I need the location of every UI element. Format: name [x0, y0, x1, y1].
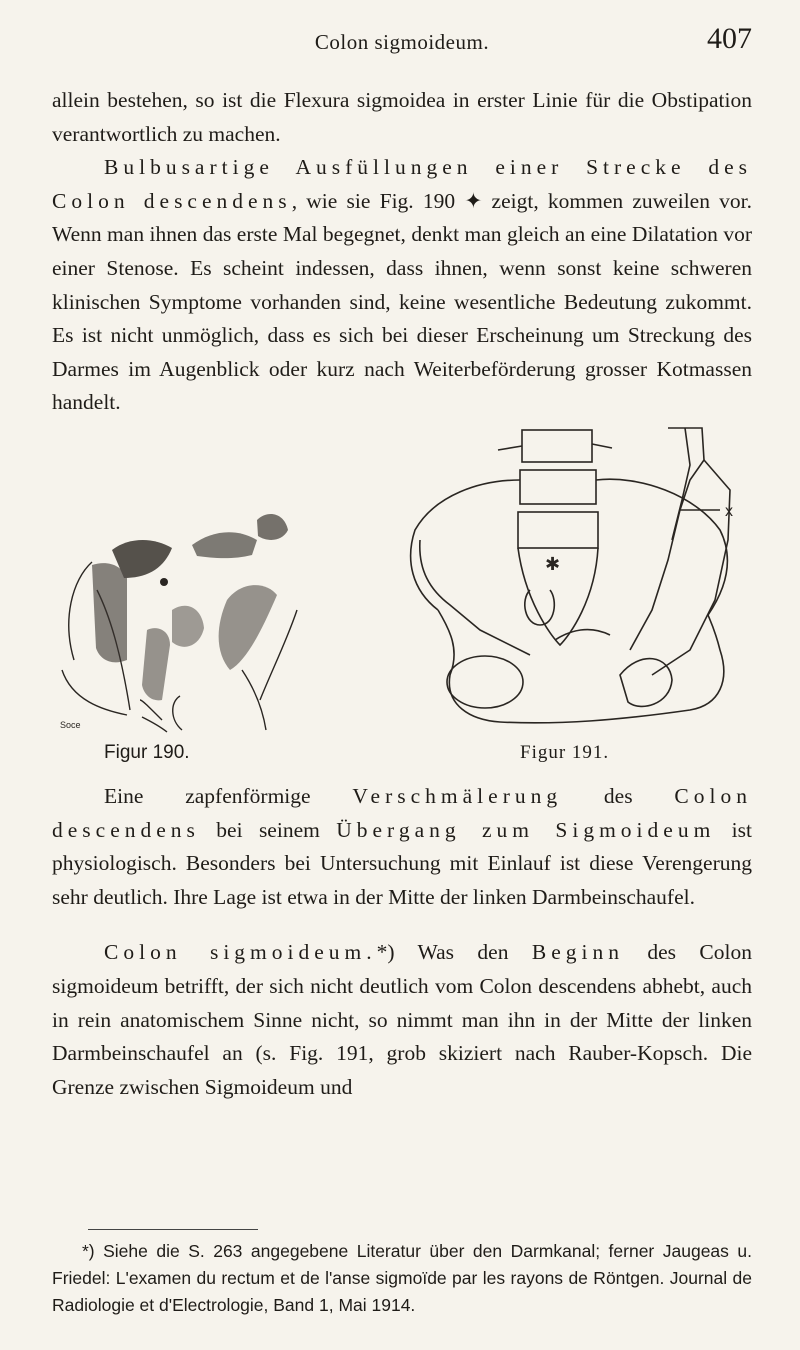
footnote-text: *) Siehe die S. 263 angegebene Literatur über den Darmkanal; ferner Jaugeas u. Friedel: L'examen du rectum et de l'anse sigmoïde par les rayons de Röntgen. Journal de Radiologie et d'Electrologie, Band 1, Mai 1914.	[52, 1241, 752, 1315]
spaced-beginn: Beginn	[531, 940, 624, 965]
figure-191-caption: Figur 191.	[520, 742, 610, 763]
paragraph-2-text: , wie sie Fig. 190 ✦ zeigt, kommen zuweilen vor. Wenn man ihnen das erste Mal begegnet, denkt man gleich an eine Dilatation vor einer Stenose. Es scheint indessen, dass ihnen, wenn sonst keine schweren klinischen Symptome vorhanden sind, keine wesentliche Bedeutung zukommt. Es ist nicht unmöglich, dass es sich bei dieser Erscheinung um Streckung des Darmes im Augenblick oder kurz nach Weiterbeförderung grosser Kotmassen handelt.	[52, 188, 753, 415]
footnote-rule	[88, 1229, 258, 1230]
running-header	[52, 20, 752, 66]
paragraph-3-part-c: des	[562, 784, 675, 808]
paragraph-3-part-e: bei seinem	[199, 817, 337, 842]
paragraph-4	[52, 936, 752, 1104]
paragraph-4-part-d: des Colon sigmoideum betrifft, der sich nicht deutlich vom Colon descendens abhebt, auch in rein anatomischem Sinne nicht, so nimmt man ihn in der Mitte der linken Darmbeinschaufel an (s. Fig. 191, grob skiziert nach Rauber-Kopsch. Die Grenze zwischen Sigmoideum und	[52, 940, 752, 1099]
figure-190-xray-drawing	[52, 470, 302, 740]
figure-190-caption: Figur 190.	[104, 742, 190, 763]
paragraph-4-part-b: *) Was den	[376, 940, 532, 965]
paragraph-2	[52, 151, 752, 420]
running-title: Colon sigmoideum.	[314, 30, 490, 54]
figure-190-label: Soce	[60, 720, 81, 730]
footnote	[52, 1238, 752, 1319]
page-number: 407	[707, 22, 752, 55]
figure-191-star-marker: ✱	[545, 554, 561, 575]
paragraph-3	[52, 780, 752, 914]
figure-191-x-marker: x	[725, 503, 733, 520]
spaced-verschmaelerung: Verschmälerung	[352, 784, 563, 808]
spaced-colon-sigmoideum: Colon sigmoideum.	[104, 940, 377, 965]
spaced-heading-bulbusartige: Bulbusartige Ausfüllungen einer Strecke des Colon descendens	[52, 155, 752, 213]
figures-area	[52, 420, 752, 765]
figure-191-pelvis-sketch	[390, 420, 750, 730]
paragraph-3-part-g: ist physiologisch. Besonders bei Untersuchung mit Einlauf ist diese Verengerung sehr deutlich. Ihre Lage ist etwa in der Mitte der linken Darmbeinschaufel.	[52, 817, 752, 909]
paragraph-3-part-a: Eine zapfenförmige	[104, 784, 353, 808]
spaced-colon-descendens: Colon descendens	[52, 784, 752, 842]
paragraph-1: allein bestehen, so ist die Flexura sigmoidea in erster Linie für die Obstipation verantwortlich zu machen.	[52, 88, 752, 146]
text-block-top	[52, 84, 752, 420]
text-block-bottom	[52, 780, 752, 1104]
spaced-uebergang: Übergang zum Sigmoideum	[336, 817, 716, 842]
